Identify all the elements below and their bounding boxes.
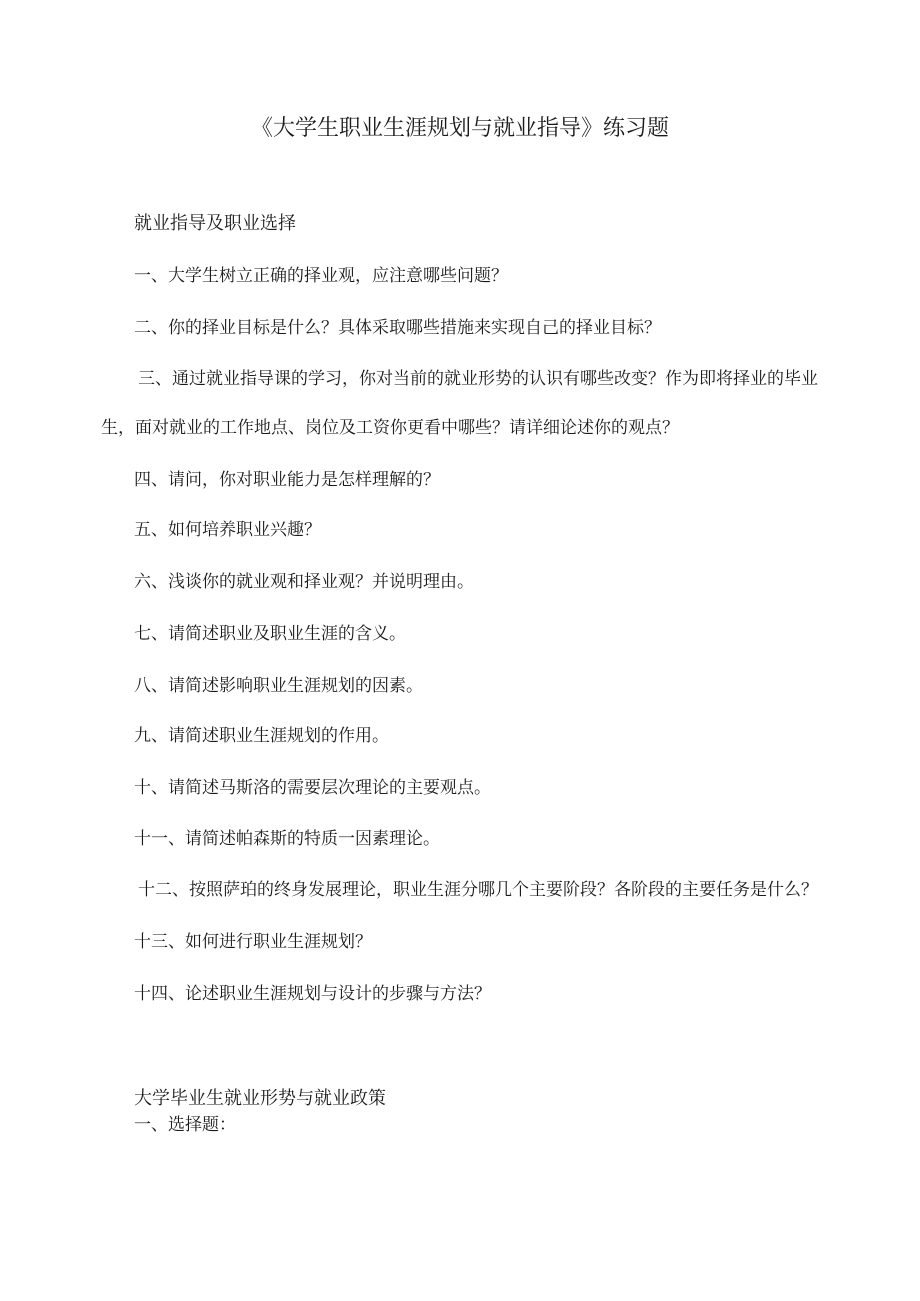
question-8: 八、请简述影响职业生涯规划的因素。 <box>134 676 423 696</box>
question-10: 十、请简述马斯洛的需要层次理论的主要观点。 <box>134 778 491 798</box>
question-1: 一、大学生树立正确的择业观，应注意哪些问题？ <box>134 266 508 286</box>
question-14: 十四、论述职业生涯规划与设计的步骤与方法？ <box>134 984 491 1004</box>
question-5: 五、如何培养职业兴趣？ <box>134 520 321 540</box>
document-title: 《大学生职业生涯规划与就业指导》练习题 <box>250 116 669 141</box>
question-9: 九、请简述职业生涯规划的作用。 <box>134 726 389 746</box>
question-2: 二、你的择业目标是什么？具体采取哪些措施来实现自己的择业目标？ <box>134 318 661 338</box>
question-4: 四、请问，你对职业能力是怎样理解的？ <box>134 470 440 490</box>
question-3-line-2: 生，面对就业的工作地点、岗位及工资你更看中哪些？请详细论述你的观点？ <box>101 418 679 438</box>
question-3-line-1: 三、通过就业指导课的学习，你对当前的就业形势的认识有哪些改变？作为即将择业的毕业 <box>138 369 818 389</box>
question-6: 六、浅谈你的就业观和择业观？并说明理由。 <box>134 572 474 592</box>
section-heading-career-guidance: 就业指导及职业选择 <box>134 213 296 234</box>
question-13: 十三、如何进行职业生涯规划？ <box>134 932 372 952</box>
section-heading-employment-policy: 大学毕业生就业形势与就业政策 <box>134 1088 386 1109</box>
question-12: 十二、按照萨珀的终身发展理论，职业生涯分哪几个主要阶段？各阶段的主要任务是什么？ <box>138 880 818 900</box>
question-7: 七、请简述职业及职业生涯的含义。 <box>134 624 406 644</box>
question-11: 十一、请简述帕森斯的特质一因素理论。 <box>134 829 440 849</box>
subheading-multiple-choice: 一、选择题： <box>134 1115 236 1135</box>
